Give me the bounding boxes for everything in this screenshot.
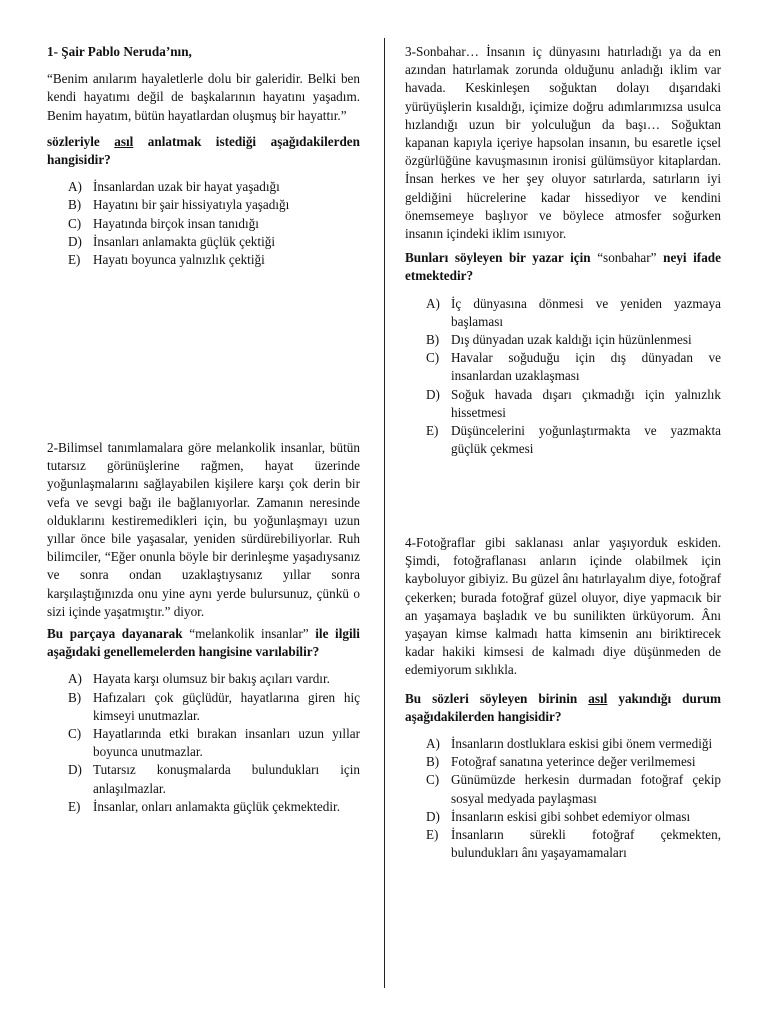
option-label: C) bbox=[426, 350, 440, 366]
option-text: İnsanların dostluklara eskisi gibi önem vermediği bbox=[451, 736, 713, 752]
option-label: D) bbox=[68, 233, 82, 249]
option-text: Fotoğraf sanatına yeterince değer verilmemesi bbox=[451, 754, 696, 770]
q1-option bbox=[47, 178, 360, 196]
option-text: İnsanları anlamakta güçlük çektiği bbox=[93, 233, 275, 249]
q3-ask-pre: Bunları söyleyen bir yazar için bbox=[405, 250, 598, 266]
q4-options bbox=[405, 735, 721, 862]
q1-title: 1- Şair Pablo Neruda’nın, bbox=[47, 44, 192, 59]
option-label: A) bbox=[426, 736, 440, 752]
q2-option bbox=[47, 689, 360, 725]
option-label: E) bbox=[426, 423, 439, 439]
q3-ask-post: neyi ifade etmektedir? bbox=[405, 250, 721, 284]
option-label: B) bbox=[426, 332, 440, 348]
option-text: Dış dünyadan uzak kaldığı için hüzünlenmesi bbox=[451, 332, 692, 348]
q1-option bbox=[47, 233, 360, 251]
q2-options bbox=[47, 670, 360, 816]
option-text: Soğuk havada dışarı çıkmadığı için yalnızlık hissetmesi bbox=[451, 386, 721, 420]
q3-option bbox=[405, 386, 721, 422]
q3-option bbox=[405, 349, 721, 385]
option-label: A) bbox=[68, 179, 82, 195]
q4-option bbox=[405, 771, 721, 807]
option-label: E) bbox=[426, 827, 439, 843]
option-label: C) bbox=[68, 726, 82, 742]
q1-ask bbox=[47, 133, 360, 169]
q4-text: 4-Fotoğraflar gibi saklanası anlar yaşıyorduk eskiden. Şimdi, fotoğraflanası anların içinde olabilmek için kayboluyor gibiyiz. Bu güzel ânı hatırlayalım diye, fotoğraf çekerken; burada fotoğraf güzel oluyor, diye yapmacık bir an yaşamaya başladık ve bu sunilikten ürküyorum. Ânı yaşayan kimse kalmadı hatta kimsenin anı biriktirecek kadar hakiki kimsesi de kalmadı diye düşünmeden de edemiyorum sıklıkla. bbox=[405, 535, 721, 678]
option-text: Hayatlarında etki bırakan insanları uzun yıllar boyunca unutmazlar. bbox=[93, 726, 360, 760]
q2-option bbox=[47, 798, 360, 816]
option-text: İnsanların sürekli fotoğraf çekmekten, bulundukları ânı yaşayamamaları bbox=[451, 827, 721, 861]
q1-ask-underlined: asıl bbox=[114, 133, 134, 149]
q3-option bbox=[405, 295, 721, 331]
q4-option bbox=[405, 826, 721, 862]
option-text: İç dünyasına dönmesi ve yeniden yazmaya başlaması bbox=[451, 295, 721, 329]
option-label: B) bbox=[68, 197, 82, 213]
option-text: Havalar soğuduğu için dış dünyadan ve insanlardan uzaklaşması bbox=[451, 350, 721, 384]
option-label: B) bbox=[68, 689, 82, 705]
option-label: A) bbox=[426, 295, 440, 311]
option-text: Hayatında birçok insan tanıdığı bbox=[93, 215, 259, 231]
q4-option bbox=[405, 753, 721, 771]
option-text: Günümüzde herkesin durmadan fotoğraf çekip sosyal medyada paylaşması bbox=[451, 772, 721, 806]
q1-quote: “Benim anılarım hayaletlerle dolu bir galeridir. Belki ben kendi hayatımı değil de başkalarının hayatını yaşadım. Benim hayatım, bütün hayatlardan oluşmuş bir hayattır.” bbox=[47, 71, 360, 123]
option-text: İnsanların eskisi gibi sohbet edemiyor olması bbox=[451, 808, 691, 824]
q2-text: 2-Bilimsel tanımlamalara göre melankolik insanlar, bütün tutarsız görünüşlerine rağmen, hayat üzerinde yoğunlaşmalarını sağlayabilen kişilere karşı çok derin bir vefa ve sevgi bağı ile bağlanıyorlar. Zamanın neresinde olduklarını kestiremedikleri için, bu yoğunlaşmayı uzun yıllar önce bile yaşasalar, yeniden sürdürebiliyorlar. Ruh bilimciler, “Eğer onunla böyle bir derinleşme yaşadıysanız ve sonra ondan uzaklaştıysanız yıllar sonra karşılaştığınızda onu yine aynı yerde bulursunuz, çünkü o sizi içinde yaşatmıştır.” diyor. bbox=[47, 440, 360, 619]
option-label: A) bbox=[68, 671, 82, 687]
q4-option bbox=[405, 735, 721, 753]
q1-ask-post: anlatmak istediği aşağıdakilerden hangisidir? bbox=[47, 133, 360, 168]
q1-option bbox=[47, 215, 360, 233]
q3-ask-quote: “sonbahar” bbox=[597, 250, 657, 266]
option-text: İnsanlardan uzak bir hayat yaşadığı bbox=[93, 179, 280, 195]
option-label: C) bbox=[68, 215, 82, 231]
q4-ask-post: yakındığı durum aşağıdakilerden hangisidir? bbox=[405, 690, 721, 724]
q2-option bbox=[47, 670, 360, 688]
option-label: C) bbox=[426, 772, 440, 788]
option-text: Hayata karşı olumsuz bir bakış açıları vardır. bbox=[93, 671, 330, 687]
option-label: B) bbox=[426, 754, 440, 770]
q3-options bbox=[405, 295, 721, 459]
q3-option bbox=[405, 331, 721, 349]
option-label: D) bbox=[68, 762, 82, 778]
option-text: Düşüncelerini yoğunlaştırmakta ve yazmakta güçlük çekmesi bbox=[451, 423, 721, 457]
q2-ask-post: ile ilgili aşağıdaki genellemelerden hangisine varılabilir? bbox=[47, 626, 360, 660]
question-3 bbox=[405, 43, 721, 458]
q2-option bbox=[47, 761, 360, 797]
question-4 bbox=[405, 534, 721, 862]
q1-ask-pre: sözleriyle bbox=[47, 133, 115, 149]
option-label: D) bbox=[426, 386, 440, 402]
option-label: D) bbox=[426, 808, 440, 824]
q2-ask-quote: “melankolik insanlar” bbox=[189, 626, 309, 642]
q4-option bbox=[405, 808, 721, 826]
q1-option bbox=[47, 251, 360, 269]
q2-option bbox=[47, 725, 360, 761]
option-label: E) bbox=[68, 798, 81, 814]
q4-ask-underlined: asıl bbox=[588, 690, 608, 706]
question-2 bbox=[47, 439, 360, 816]
option-text: İnsanlar, onları anlamakta güçlük çekmektedir. bbox=[93, 798, 341, 814]
q3-ask bbox=[405, 249, 721, 285]
option-text: Hafızaları çok güçlüdür, hayatlarına giren hiç kimseyi unutmazlar. bbox=[93, 689, 360, 723]
q4-ask bbox=[405, 690, 721, 726]
option-text: Hayatını bir şair hissiyatıyla yaşadığı bbox=[93, 197, 290, 213]
q2-ask bbox=[47, 625, 360, 661]
option-text: Tutarsız konuşmalarda bulundukları için anlaşılmazlar. bbox=[93, 762, 360, 796]
question-1 bbox=[47, 43, 360, 269]
option-label: E) bbox=[68, 252, 81, 268]
q3-option bbox=[405, 422, 721, 458]
q2-ask-pre: Bu parçaya dayanarak bbox=[47, 626, 190, 642]
column-divider bbox=[384, 38, 385, 988]
q4-ask-pre: Bu sözleri söyleyen birinin bbox=[405, 690, 589, 706]
q1-options bbox=[47, 178, 360, 269]
option-text: Hayatı boyunca yalnızlık çektiği bbox=[93, 252, 265, 268]
q3-text: 3-Sonbahar… İnsanın iç dünyasını hatırladığı ya da en azından hatırlamak zorunda olduğunu anladığı iklim var havada. Keskinleşen soğuktan dolayı dışarıdaki yürüyüşlerin kısaldığı, içimize doğru adımlarımızsa usulca hızlandığı uzun bir yolculuğun da başı… Soğuktan kapanan kapıyla içeriye hapsolan insanın, bu esaretle içsel özgürlüğüne kavuşmasının ironisi gülümsüyor kitaplardan. İnsan herkes ve her şey oluyor satırlarda, satırların iyi geldiğini hücrelerine kadar hissediyor ve kendini önemsemeye başlıyor ve böylece atmosfer soğurken insanın içindeki iklim ısınıyor. bbox=[405, 44, 721, 242]
q1-option bbox=[47, 196, 360, 214]
